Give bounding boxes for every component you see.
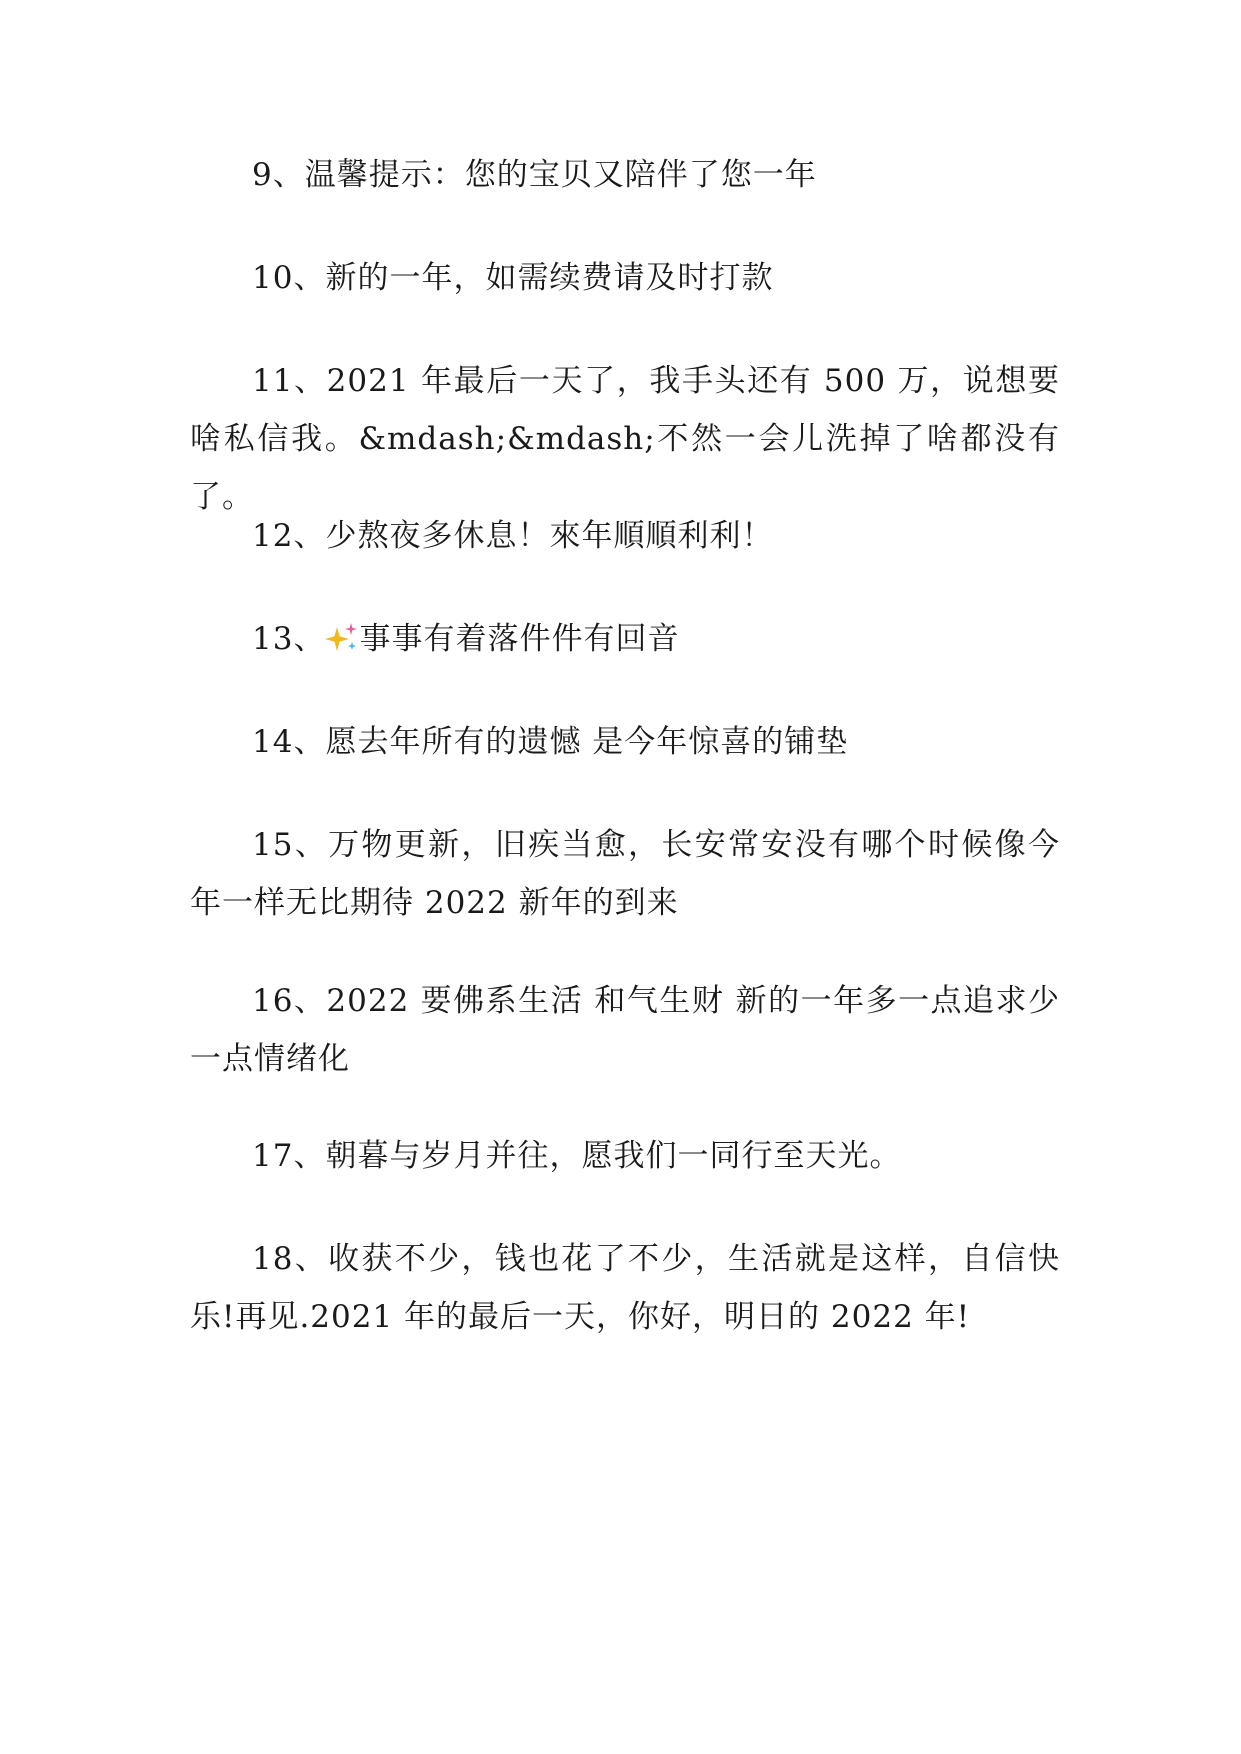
list-item-18: 18、收获不少，钱也花了不少，生活就是这样，自信快乐!再见.2021 年的最后一天，你好，明日的 2022 年! <box>190 1241 1060 1335</box>
list-item-12: 12、少熬夜多休息！來年順順利利！ <box>252 518 774 554</box>
list-item-10: 10、新的一年，如需续费请及时打款 <box>252 260 774 296</box>
list-item-13-number: 13、 <box>252 621 326 657</box>
list-item-13-text: 事事有着落件件有回音 <box>359 621 680 657</box>
list-item-14: 14、愿去年所有的遗憾 是今年惊喜的铺垫 <box>252 724 849 760</box>
list-item-13 <box>190 610 1060 668</box>
list-item-11: 11、2021 年最后一天了，我手头还有 500 万，说想要啥私信我。&mdash;&mdash;不然一会儿洗掉了啥都没有了。 <box>190 363 1060 515</box>
sparkles-icon <box>325 623 359 653</box>
list-item-15: 15、万物更新，旧疾当愈，长安常安没有哪个时候像今年一样无比期待 2022 新年的到来 <box>190 827 1060 921</box>
list-item-9: 9、温馨提示：您的宝贝又陪伴了您一年 <box>252 157 817 193</box>
list-item-16: 16、2022 要佛系生活 和气生财 新的一年多一点追求少一点情绪化 <box>190 983 1060 1077</box>
list-item-17: 17、朝暮与岁月并往，愿我们一同行至天光。 <box>252 1138 902 1174</box>
